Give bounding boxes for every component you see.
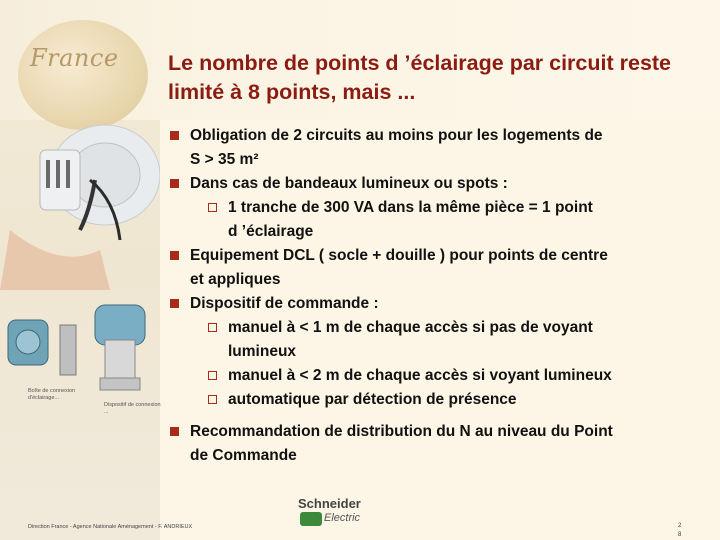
bullet-line: d ’éclairage [228,223,314,240]
france-logo-oval [18,20,148,130]
page-number [678,522,681,540]
bullet-square-icon [170,179,179,188]
bullet-line: Recommandation de distribution du N au niveau du Point [190,423,613,440]
sub-bullet-square-icon [208,323,217,332]
brand-name: Schneider [298,496,361,511]
caption-right: Dispositif de connexion ... [104,402,161,415]
bullet-line: Obligation de 2 circuits au moins pour les logements de [190,127,603,144]
bullet-line: manuel à < 2 m de chaque accès si voyant lumineux [228,367,612,384]
bullet-line: Dispositif de commande : [190,295,379,312]
slide-title: Le nombre de points d ’éclairage par circuit reste limité à 8 points, mais ... [168,51,672,104]
bullet-line: et appliques [190,271,281,288]
page-number-line2: 8 [678,532,682,538]
page-number-line1: 2 [678,523,682,529]
dcl-socket-photo [0,300,160,450]
brand-sub: Electric [324,512,361,524]
bullet-line: Dans cas de bandeaux lumineux ou spots : [190,175,508,192]
light-fixture-photo [0,120,160,290]
brand-leaf-icon [300,512,322,526]
bullet-line: manuel à < 1 m de chaque accès si pas de voyant [228,319,593,336]
bullet-square-icon [170,299,179,308]
sub-bullet-square-icon [208,395,217,404]
caption-left: Boîte de connexion d'éclairage... [28,388,76,401]
bullet-square-icon [170,131,179,140]
schneider-electric-logo [298,496,388,532]
sub-bullet-square-icon [208,203,217,212]
bullet-square-icon [170,251,179,260]
bullet-line: S > 35 m² [190,151,259,168]
bullet-line: 1 tranche de 300 VA dans la même pièce = 1 point [228,199,593,216]
footer-text: Direction France - Agence Nationale Aménagement - F. ANDRIEUX [28,524,193,530]
bullet-line: de Commande [190,447,297,464]
bullet-line: automatique par détection de présence [228,391,517,408]
bullet-square-icon [170,427,179,436]
bullet-line: lumineux [228,343,297,360]
sub-bullet-square-icon [208,371,217,380]
france-logo-text: France [30,44,119,72]
bullet-line: Equipement DCL ( socle + douille ) pour points de centre [190,247,608,264]
